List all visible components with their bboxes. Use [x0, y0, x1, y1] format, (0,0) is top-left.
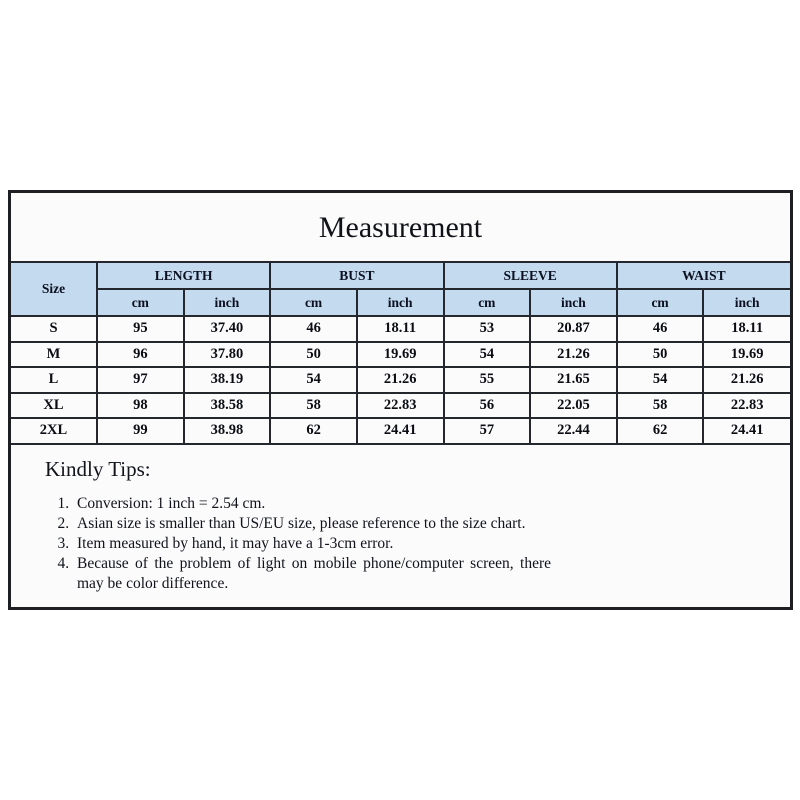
table-cell: 54 — [617, 367, 704, 393]
unit-header-row — [11, 289, 790, 316]
table-cell: 24.41 — [357, 418, 444, 443]
column-header-bust: BUST — [270, 263, 443, 289]
unit-header-sleeve-inch: inch — [530, 289, 617, 316]
table-row — [11, 342, 790, 368]
table-cell: 54 — [270, 367, 357, 393]
table-cell: 57 — [444, 418, 531, 443]
unit-header-waist-cm: cm — [617, 289, 704, 316]
table-cell: 21.26 — [530, 342, 617, 368]
tip-item: 4. Because of the problem of light on mobile phone/computer screen, there may be color difference. — [73, 554, 551, 594]
measurement-sheet — [8, 190, 793, 610]
tips-section — [11, 443, 790, 608]
tip-item: 1. Conversion: 1 inch = 2.54 cm. — [73, 494, 551, 514]
table-cell: 97 — [97, 367, 184, 393]
table-row — [11, 367, 790, 393]
table-cell: 54 — [444, 342, 531, 368]
unit-header-bust-inch: inch — [357, 289, 444, 316]
size-table — [11, 263, 790, 443]
column-header-sleeve: SLEEVE — [444, 263, 617, 289]
table-cell: 50 — [270, 342, 357, 368]
table-cell: 37.40 — [184, 316, 271, 342]
table-cell: 46 — [270, 316, 357, 342]
table-cell: 38.98 — [184, 418, 271, 443]
table-cell: 37.80 — [184, 342, 271, 368]
unit-header-bust-cm: cm — [270, 289, 357, 316]
table-cell: 21.26 — [357, 367, 444, 393]
tip-item: 3. Item measured by hand, it may have a 1-3cm error. — [73, 534, 551, 554]
table-cell: 18.11 — [703, 316, 790, 342]
group-header-row — [11, 263, 790, 289]
table-cell: 22.44 — [530, 418, 617, 443]
tips-heading: Kindly Tips: — [45, 456, 151, 481]
row-size-label: M — [11, 342, 97, 368]
table-cell: 53 — [444, 316, 531, 342]
row-size-label: S — [11, 316, 97, 342]
table-row — [11, 418, 790, 443]
row-size-label: L — [11, 367, 97, 393]
table-cell: 58 — [617, 393, 704, 419]
table-cell: 19.69 — [357, 342, 444, 368]
table-cell: 62 — [270, 418, 357, 443]
table-cell: 22.83 — [703, 393, 790, 419]
table-cell: 22.83 — [357, 393, 444, 419]
column-header-length: LENGTH — [97, 263, 270, 289]
table-row — [11, 316, 790, 342]
table-cell: 19.69 — [703, 342, 790, 368]
table-cell: 50 — [617, 342, 704, 368]
table-cell: 99 — [97, 418, 184, 443]
table-cell: 96 — [97, 342, 184, 368]
table-cell: 95 — [97, 316, 184, 342]
table-cell: 24.41 — [703, 418, 790, 443]
table-cell: 55 — [444, 367, 531, 393]
table-cell: 56 — [444, 393, 531, 419]
table-cell: 46 — [617, 316, 704, 342]
unit-header-length-cm: cm — [97, 289, 184, 316]
table-row — [11, 393, 790, 419]
row-size-label: 2XL — [11, 418, 97, 443]
tip-item: 2. Asian size is smaller than US/EU size, please reference to the size chart. — [73, 514, 551, 534]
tips-list — [45, 494, 551, 594]
table-cell: 20.87 — [530, 316, 617, 342]
table-cell: 38.19 — [184, 367, 271, 393]
unit-header-waist-inch: inch — [703, 289, 790, 316]
column-header-waist: WAIST — [617, 263, 790, 289]
table-cell: 22.05 — [530, 393, 617, 419]
table-cell: 21.26 — [703, 367, 790, 393]
table-cell: 98 — [97, 393, 184, 419]
row-size-label: XL — [11, 393, 97, 419]
table-cell: 62 — [617, 418, 704, 443]
sheet-title: Measurement — [11, 193, 790, 263]
table-cell: 21.65 — [530, 367, 617, 393]
table-cell: 18.11 — [357, 316, 444, 342]
column-header-size: Size — [11, 263, 97, 316]
table-cell: 38.58 — [184, 393, 271, 419]
unit-header-sleeve-cm: cm — [444, 289, 531, 316]
unit-header-length-inch: inch — [184, 289, 271, 316]
table-cell: 58 — [270, 393, 357, 419]
